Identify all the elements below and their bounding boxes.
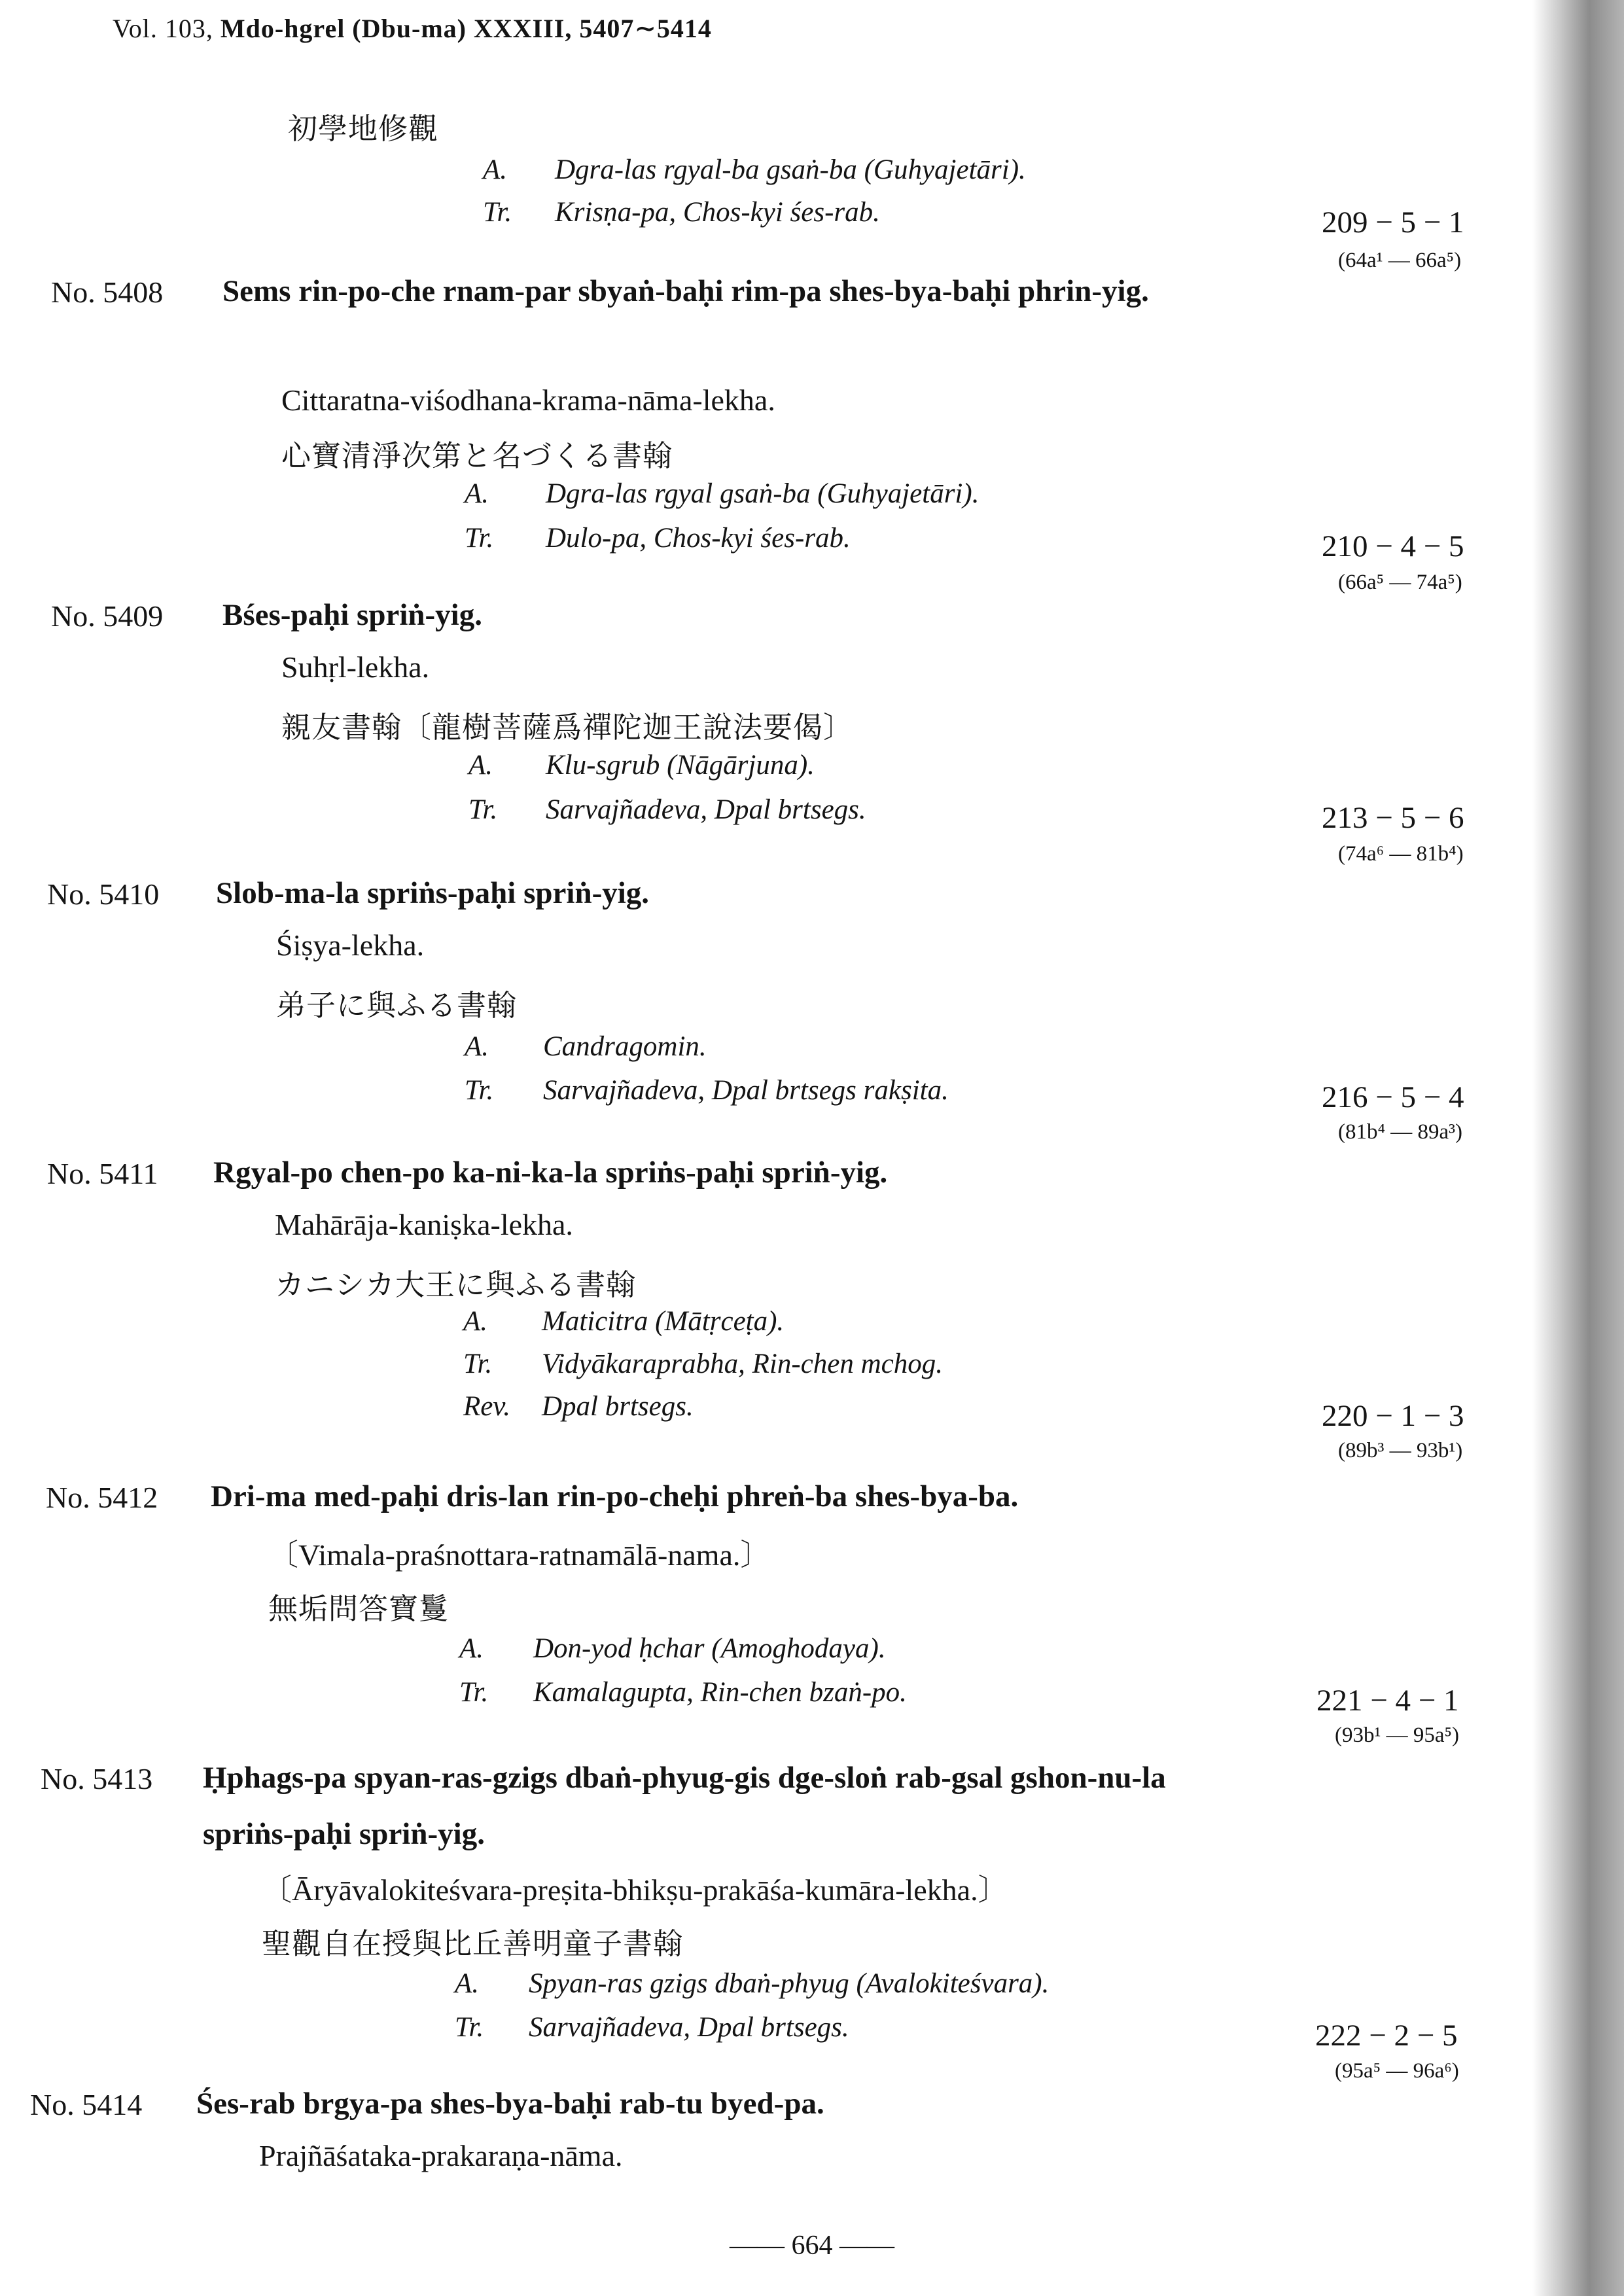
sanskrit-title: Cittaratna-viśodhana-krama-nāma-lekha. [281,383,775,417]
entry-number: No. 5414 [30,2088,143,2121]
role-value: Spyan-ras gzigs dbaṅ-phyug (Avalokiteśvara). [529,1968,1050,1999]
tibetan-title: Śes-rab brgya-pa shes-bya-baḥi rab-tu byed-pa. [196,2087,824,2121]
role-label: Tr. [483,197,512,228]
tibetan-title: Sems rin-po-che rnam-par sbyaṅ-baḥi rim-pa shes-bya-baḥi phrin-yig. [222,274,1149,308]
role-label: A. [465,1031,489,1062]
tibetan-title: Slob-ma-la spriṅs-paḥi spriṅ-yig. [216,876,650,910]
folio-range: (81b⁴ — 89a³) [1338,1120,1463,1144]
catalog-reference: 221 − 4 − 1 [1316,1684,1459,1718]
entry-number: No. 5410 [47,877,160,911]
sanskrit-title: 〔Vimala-praśnottara-ratnamālā-nama.〕 [268,1538,771,1572]
role-value: Dgra-las rgyal gsaṅ-ba (Guhyajetāri). [546,478,980,509]
entry-number: No. 5412 [46,1481,158,1514]
role-label: A. [465,478,489,509]
sanskrit-title: Suhṛl-lekha. [281,650,430,684]
folio-range: (74a⁶ — 81b⁴) [1338,842,1464,866]
role-value: Vidyākaraprabha, Rin-chen mchog. [542,1349,944,1379]
japanese-title: 心寶清淨次第と名づくる書翰 [281,440,673,472]
entry-number: No. 5408 [51,275,164,309]
role-label: A. [483,154,508,185]
role-value: Kamalagupta, Rin-chen bzaṅ-po. [533,1677,907,1708]
japanese-title: 無垢問答寶鬘 [268,1593,450,1625]
role-value: Dgra-las rgyal-ba gsaṅ-ba (Guhyajetāri). [555,154,1026,185]
catalog-reference: 222 − 2 − 5 [1315,2019,1458,2053]
role-label: Tr. [465,1075,494,1106]
japanese-title: カニシカ大王に與ふる書翰 [275,1269,637,1301]
folio-range: (95a⁵ — 96a⁶) [1335,2059,1459,2083]
role-label: A. [455,1968,480,1999]
entry-number: No. 5413 [41,1762,153,1795]
japanese-title: 聖觀自在授與比丘善明童子書翰 [262,1928,684,1960]
page-number: —— 664 —— [730,2231,894,2261]
role-label: Tr. [468,794,498,825]
japanese-title: 親友書翰〔龍樹菩薩爲禪陀迦王說法要偈〕 [281,711,854,744]
role-label: A. [468,750,493,781]
scanned-page-edge [1532,0,1624,2296]
role-label: Tr. [465,523,494,554]
tibetan-title: Dri-ma med-paḥi dris-lan rin-po-cheḥi phreṅ-ba shes-bya-ba. [211,1479,1019,1513]
entry-number: No. 5409 [51,599,164,633]
catalog-reference: 213 − 5 − 6 [1322,801,1464,835]
catalog-reference: 220 − 1 − 3 [1322,1399,1464,1433]
role-value: Candragomin. [543,1031,707,1062]
role-label: Tr. [459,1677,489,1708]
role-value: Sarvajñadeva, Dpal brtsegs. [529,2012,849,2043]
role-value: Dulo-pa, Chos-kyi śes-rab. [546,523,851,554]
sanskrit-title: Śiṣya-lekha. [276,928,425,962]
japanese-title: 初學地修觀 [288,113,439,145]
role-label: A. [459,1633,484,1664]
role-label: Rev. [463,1391,510,1422]
tibetan-title: Bśes-paḥi spriṅ-yig. [222,598,482,632]
volume-label: Vol. 103, [113,14,213,43]
folio-range: (93b¹ — 95a⁵) [1335,1723,1460,1747]
folio-range: (64a¹ — 66a⁵) [1338,249,1462,272]
role-value: Dpal brtsegs. [542,1391,694,1422]
role-value: Sarvajñadeva, Dpal brtsegs rakṣita. [543,1075,949,1106]
folio-range: (66a⁵ — 74a⁵) [1338,571,1462,594]
entry-number: No. 5411 [47,1157,158,1190]
tibetan-title: Ḥphags-pa spyan-ras-gzigs dbaṅ-phyug-gis dge-sloṅ rab-gsal gshon-nu-la spriṅs-paḥi spriṅ-yig. [203,1761,1166,1851]
sanskrit-title: 〔Āryāvalokiteśvara-preṣita-bhikṣu-prakāśa-kumāra-lekha.〕 [262,1873,1008,1907]
sanskrit-title: Prajñāśataka-prakaraṇa-nāma. [259,2139,623,2172]
tibetan-title: Rgyal-po chen-po ka-ni-ka-la spriṅs-paḥi spriṅ-yig. [213,1156,888,1190]
role-value: Krisṇa-pa, Chos-kyi śes-rab. [555,197,880,228]
sanskrit-title: Mahārāja-kaniṣka-lekha. [275,1208,573,1241]
role-label: Tr. [463,1349,493,1379]
role-label: A. [463,1306,488,1337]
catalog-reference: 216 − 5 − 4 [1322,1080,1464,1114]
role-value: Klu-sgrub (Nāgārjuna). [546,750,815,781]
folio-range: (89b³ — 93b¹) [1338,1439,1463,1462]
role-value: Sarvajñadeva, Dpal brtsegs. [546,794,866,825]
running-header [113,13,712,44]
role-label: Tr. [455,2012,484,2043]
catalog-reference: 209 − 5 − 1 [1322,205,1464,239]
section-label: Mdo-hgrel (Dbu-ma) XXXIII, 5407∼5414 [220,14,712,43]
role-value: Don-yod ḥchar (Amoghodaya). [533,1633,886,1664]
catalog-reference: 210 − 4 − 5 [1322,529,1464,563]
role-value: Maticitra (Mātṛceṭa). [542,1306,785,1337]
japanese-title: 弟子に與ふる書翰 [276,989,518,1022]
